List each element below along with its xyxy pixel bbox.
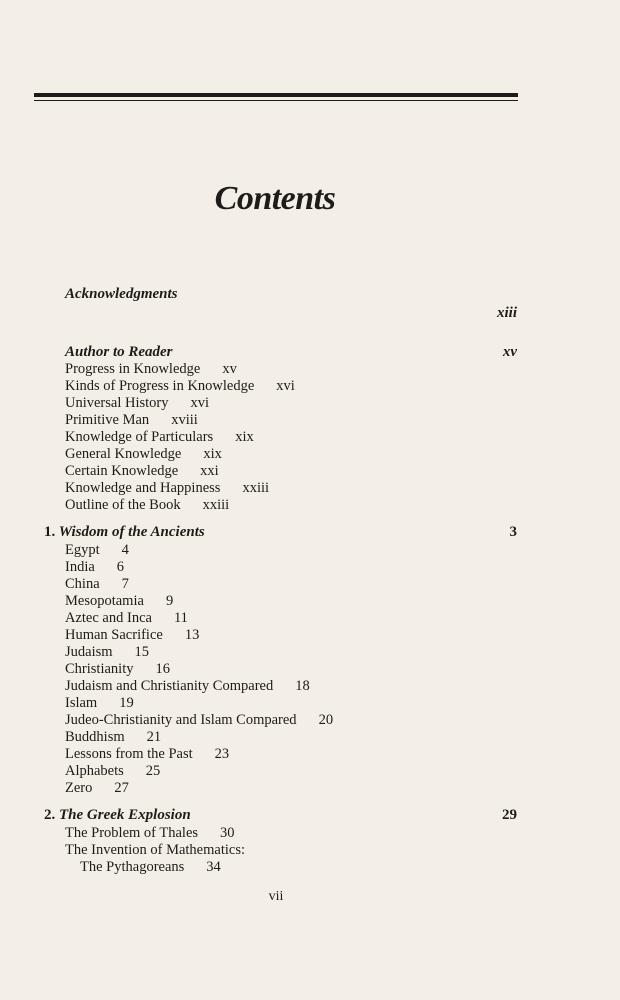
list-item[interactable]: Certain Knowledge xxi xyxy=(65,463,219,479)
top-rule-thin xyxy=(34,100,518,101)
toc-acknowledgments[interactable]: Acknowledgments xyxy=(65,286,178,302)
list-item[interactable]: Buddhism 21 xyxy=(65,729,162,745)
list-item[interactable]: Progress in Knowledge xv xyxy=(65,361,237,377)
list-item[interactable]: Universal History xvi xyxy=(65,395,210,411)
list-item[interactable]: Primitive Man xviii xyxy=(65,412,198,428)
list-item[interactable]: Egypt 4 xyxy=(65,542,129,558)
page-title: Contents xyxy=(214,180,336,217)
list-item[interactable]: India 6 xyxy=(65,559,125,575)
toc-author-to-reader-page: xv xyxy=(502,344,517,360)
list-item[interactable]: Kinds of Progress in Knowledge xvi xyxy=(65,378,295,394)
list-item[interactable]: Human Sacrifice 13 xyxy=(65,627,200,643)
list-item[interactable]: The Problem of Thales 30 xyxy=(65,825,235,841)
toc-chapter-1-page: 3 xyxy=(509,524,517,540)
list-item[interactable]: The Invention of Mathematics: xyxy=(65,842,245,858)
list-item[interactable]: Christianity 16 xyxy=(65,661,170,677)
list-item[interactable]: Knowledge of Particulars xix xyxy=(65,429,254,445)
list-item[interactable]: China 7 xyxy=(65,576,129,592)
list-item[interactable]: Judaism and Christianity Compared 18 xyxy=(65,678,310,694)
toc-chapter-2-page: 29 xyxy=(502,807,517,823)
toc-chapter-1[interactable]: 1. Wisdom of the Ancients xyxy=(44,524,205,540)
list-item[interactable]: The Pythagoreans 34 xyxy=(80,859,221,875)
list-item[interactable]: Outline of the Book xxiii xyxy=(65,497,230,513)
list-item[interactable]: Judeo-Christianity and Islam Compared 20 xyxy=(65,712,334,728)
toc-author-to-reader[interactable]: Author to Reader xyxy=(65,344,173,360)
list-item[interactable]: Knowledge and Happiness xxiii xyxy=(65,480,270,496)
top-rule-thick xyxy=(34,93,518,97)
list-item[interactable]: Aztec and Inca 11 xyxy=(65,610,188,626)
list-item[interactable]: Lessons from the Past 23 xyxy=(65,746,230,762)
list-item[interactable]: Islam 19 xyxy=(65,695,134,711)
page-number: vii xyxy=(268,889,284,904)
list-item[interactable]: Alphabets 25 xyxy=(65,763,161,779)
list-item[interactable]: Mesopotamia 9 xyxy=(65,593,174,609)
list-item[interactable]: Zero 27 xyxy=(65,780,129,796)
list-item[interactable]: General Knowledge xix xyxy=(65,446,222,462)
list-item[interactable]: Judaism 15 xyxy=(65,644,150,660)
toc-acknowledgments-page: xiii xyxy=(496,305,517,321)
toc-chapter-2[interactable]: 2. The Greek Explosion xyxy=(44,807,191,823)
